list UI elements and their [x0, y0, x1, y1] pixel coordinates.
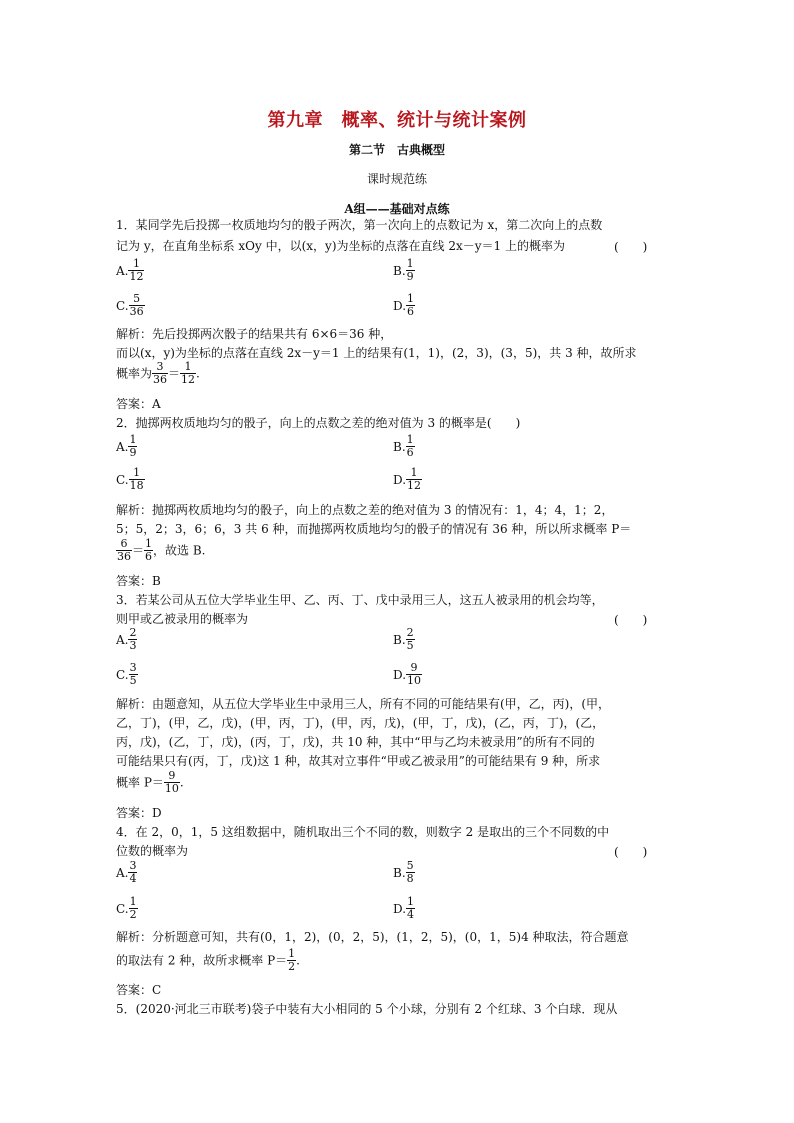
q2-answer: 答案：B — [116, 574, 161, 588]
text: ，故选 B. — [153, 543, 206, 558]
fraction — [406, 896, 415, 921]
fraction — [128, 258, 144, 283]
numerator: 5 — [406, 859, 414, 872]
q3-option-b — [393, 627, 415, 652]
q4-stem-line2: 位数的概率为 — [116, 844, 189, 858]
denominator: 6 — [406, 446, 414, 459]
numerator: 1 — [129, 433, 137, 446]
group-heading: A组——基础对点练 — [344, 202, 450, 216]
q2-solution-line3 — [116, 538, 205, 563]
q1-solution-line3 — [116, 361, 200, 386]
q3-solution-line5 — [116, 770, 184, 795]
fraction — [406, 627, 415, 652]
q4-answer-blank: ( ) — [614, 845, 648, 859]
numerator: 9 — [406, 662, 422, 675]
q3-solution-line1: 解析：由题意知，从五位大学毕业生中录用三人，所有不同的可能结果有(甲，乙，丙)，(甲， — [116, 697, 611, 711]
denominator: 4 — [129, 872, 137, 885]
q4-solution-line1: 解析：分析题意可知，共有(0，1，2)，(0，2，5)，(1，2，5)，(0，1，5)4 种取法，符合题意 — [116, 930, 629, 944]
q3-solution-line2: 乙，丁)，(甲，乙，戊)，(甲，丙，丁)，(甲，丙，戊)，(甲，丁，戊)，(乙，丙，丁)，(乙， — [116, 716, 605, 730]
q2-option-c — [116, 467, 145, 492]
numerator: 1 — [180, 361, 196, 374]
q3-option-d — [393, 662, 422, 687]
numerator: 2 — [129, 626, 137, 639]
q1-answer: 答案：A — [116, 397, 161, 411]
q1-solution-line1: 解析：先后投掷两次骰子的结果共有 6×6＝36 种， — [116, 327, 393, 341]
denominator: 9 — [129, 446, 137, 459]
denominator: 18 — [129, 479, 144, 492]
q3-answer: 答案：D — [116, 806, 162, 820]
denominator: 10 — [407, 674, 422, 687]
denominator: 12 — [407, 479, 422, 492]
fraction — [128, 434, 137, 459]
denominator: 10 — [164, 782, 179, 795]
q2-option-d — [393, 467, 422, 492]
q2-solution-line2: 5；5，2；3，6；6，3 共 6 种，而抛掷两枚质地均匀的骰子的情况有 36 种，所以所求概率 P＝ — [116, 522, 632, 536]
fraction — [406, 258, 415, 283]
option-letter: D. — [393, 298, 407, 313]
fraction — [128, 627, 137, 652]
option-letter: A. — [116, 263, 129, 278]
option-letter: A. — [116, 439, 129, 454]
fraction — [180, 361, 196, 386]
numerator: 1 — [406, 257, 414, 270]
fraction — [406, 434, 415, 459]
fraction — [152, 361, 168, 386]
fraction — [129, 467, 145, 492]
q1-answer-blank: ( ) — [614, 240, 648, 254]
fraction — [406, 860, 415, 885]
option-letter: D. — [393, 667, 407, 682]
option-letter: B. — [393, 439, 406, 454]
q4-option-a — [116, 860, 137, 885]
q2-stem-line1: 2．抛掷两枚质地均匀的骰子，向上的点数之差的绝对值为 3 的概率是( ) — [116, 416, 521, 430]
numerator: 1 — [129, 467, 145, 480]
option-letter: C. — [116, 298, 129, 313]
numerator: 5 — [129, 293, 145, 306]
q4-option-c — [116, 896, 138, 921]
numerator: 1 — [128, 258, 144, 271]
text: 的取法有 2 种，故所求概率 P＝ — [116, 953, 288, 968]
q2-option-a — [116, 434, 137, 459]
text: . — [196, 366, 200, 381]
q3-stem-line1: 3．若某公司从五位大学毕业生甲、乙、丙、丁、戊中录用三人，这五人被录用的机会均等， — [116, 593, 604, 607]
fraction — [116, 538, 132, 563]
numerator: 1 — [406, 433, 414, 446]
denominator: 6 — [407, 305, 415, 318]
q4-option-b — [393, 860, 415, 885]
q4-solution-line2 — [116, 948, 300, 973]
text: . — [179, 775, 184, 790]
fraction — [406, 293, 415, 318]
option-letter: A. — [116, 865, 129, 880]
numerator: 1 — [288, 947, 296, 960]
fraction — [129, 293, 145, 318]
q3-solution-line4: 可能结果只有(丙，丁，戊)这 1 种，故其对立事件“甲或乙被录用”的可能结果有 9 种，所求 — [116, 754, 601, 768]
option-letter: C. — [116, 472, 129, 487]
option-letter: B. — [393, 263, 406, 278]
exercise-subtitle: 课时规范练 — [366, 172, 427, 186]
numerator: 2 — [406, 626, 414, 639]
q3-solution-line3: 丙，戊)，(乙，丁，戊)，(丙，丁，戊)，共 10 种，其中“甲与乙均未被录用”的所有不同的 — [116, 735, 595, 749]
equals-sign: ＝ — [168, 366, 181, 381]
option-letter: B. — [393, 632, 406, 647]
denominator: 2 — [288, 960, 296, 973]
denominator: 5 — [406, 639, 414, 652]
text: 概率为 — [116, 366, 153, 381]
denominator: 4 — [407, 908, 415, 921]
q3-option-c — [116, 662, 138, 687]
q1-stem-line1: 1．某同学先后投掷一枚质地均匀的骰子两次，第一次向上的点数记为 x，第二次向上的点数 — [116, 218, 603, 232]
numerator: 1 — [129, 895, 137, 908]
numerator: 1 — [406, 467, 422, 480]
chapter-title: 第九章 概率、统计与统计案例 — [267, 110, 527, 131]
text: . — [296, 953, 300, 968]
q1-option-c — [116, 293, 145, 318]
fraction — [406, 467, 422, 492]
equals-sign: ＝ — [132, 543, 145, 558]
denominator: 2 — [129, 908, 137, 921]
q3-option-a — [116, 627, 137, 652]
option-letter: C. — [116, 667, 129, 682]
numerator: 3 — [129, 661, 137, 674]
fraction — [164, 770, 180, 795]
q2-option-b — [393, 434, 415, 459]
numerator: 6 — [116, 538, 132, 551]
numerator: 3 — [129, 859, 137, 872]
denominator: 8 — [406, 872, 414, 885]
q4-option-d — [393, 896, 415, 921]
fraction — [128, 860, 137, 885]
fraction — [129, 896, 138, 921]
q3-answer-blank: ( ) — [614, 613, 648, 627]
option-letter: D. — [393, 901, 407, 916]
option-letter: C. — [116, 901, 129, 916]
q3-stem-line2: 则甲或乙被录用的概率为 — [116, 612, 249, 626]
q1-option-d — [393, 293, 415, 318]
denominator: 36 — [117, 550, 131, 563]
denominator: 5 — [129, 674, 137, 687]
denominator: 12 — [129, 270, 144, 283]
numerator: 3 — [152, 361, 168, 374]
q5-stem-line1: 5．(2020·河北三市联考)袋子中装有大小相同的 5 个小球，分别有 2 个红球、3 个白球．现从 — [116, 1002, 618, 1016]
fraction — [129, 662, 138, 687]
q2-solution-line1: 解析：抛掷两枚质地均匀的骰子，向上的点数之差的绝对值为 3 的情况有：1，4；4，1；2， — [116, 503, 614, 517]
q1-stem-line2: 记为 y，在直角坐标系 xOy 中，以(x，y)为坐标的点落在直线 2x－y＝1 上的概率为 — [116, 239, 565, 253]
section-title: 第二节 古典概型 — [348, 143, 445, 157]
fraction — [287, 948, 296, 973]
option-letter: A. — [116, 632, 129, 647]
numerator: 1 — [407, 895, 415, 908]
fraction — [144, 538, 153, 563]
option-letter: B. — [393, 865, 406, 880]
q4-stem-line1: 4．在 2，0，1，5 这组数据中，随机取出三个不同的数，则数字 2 是取出的三个不同数的中 — [116, 825, 610, 839]
numerator: 9 — [164, 770, 180, 783]
fraction — [406, 662, 422, 687]
denominator: 12 — [181, 373, 196, 386]
q1-solution-line2: 而以(x，y)为坐标的点落在直线 2x－y＝1 上的结果有(1，1)，(2，3)，(3，5)，共 3 种，故所求 — [116, 346, 637, 360]
numerator: 1 — [407, 292, 415, 305]
text: 概率 P＝ — [116, 775, 164, 790]
q1-option-a — [116, 258, 144, 283]
denominator: 36 — [153, 373, 168, 386]
numerator: 1 — [145, 537, 153, 550]
option-letter: D. — [393, 472, 407, 487]
denominator: 9 — [406, 270, 414, 283]
q4-answer: 答案：C — [116, 983, 162, 997]
denominator: 36 — [129, 305, 144, 318]
denominator: 6 — [145, 550, 153, 563]
q1-option-b — [393, 258, 415, 283]
denominator: 3 — [129, 639, 137, 652]
